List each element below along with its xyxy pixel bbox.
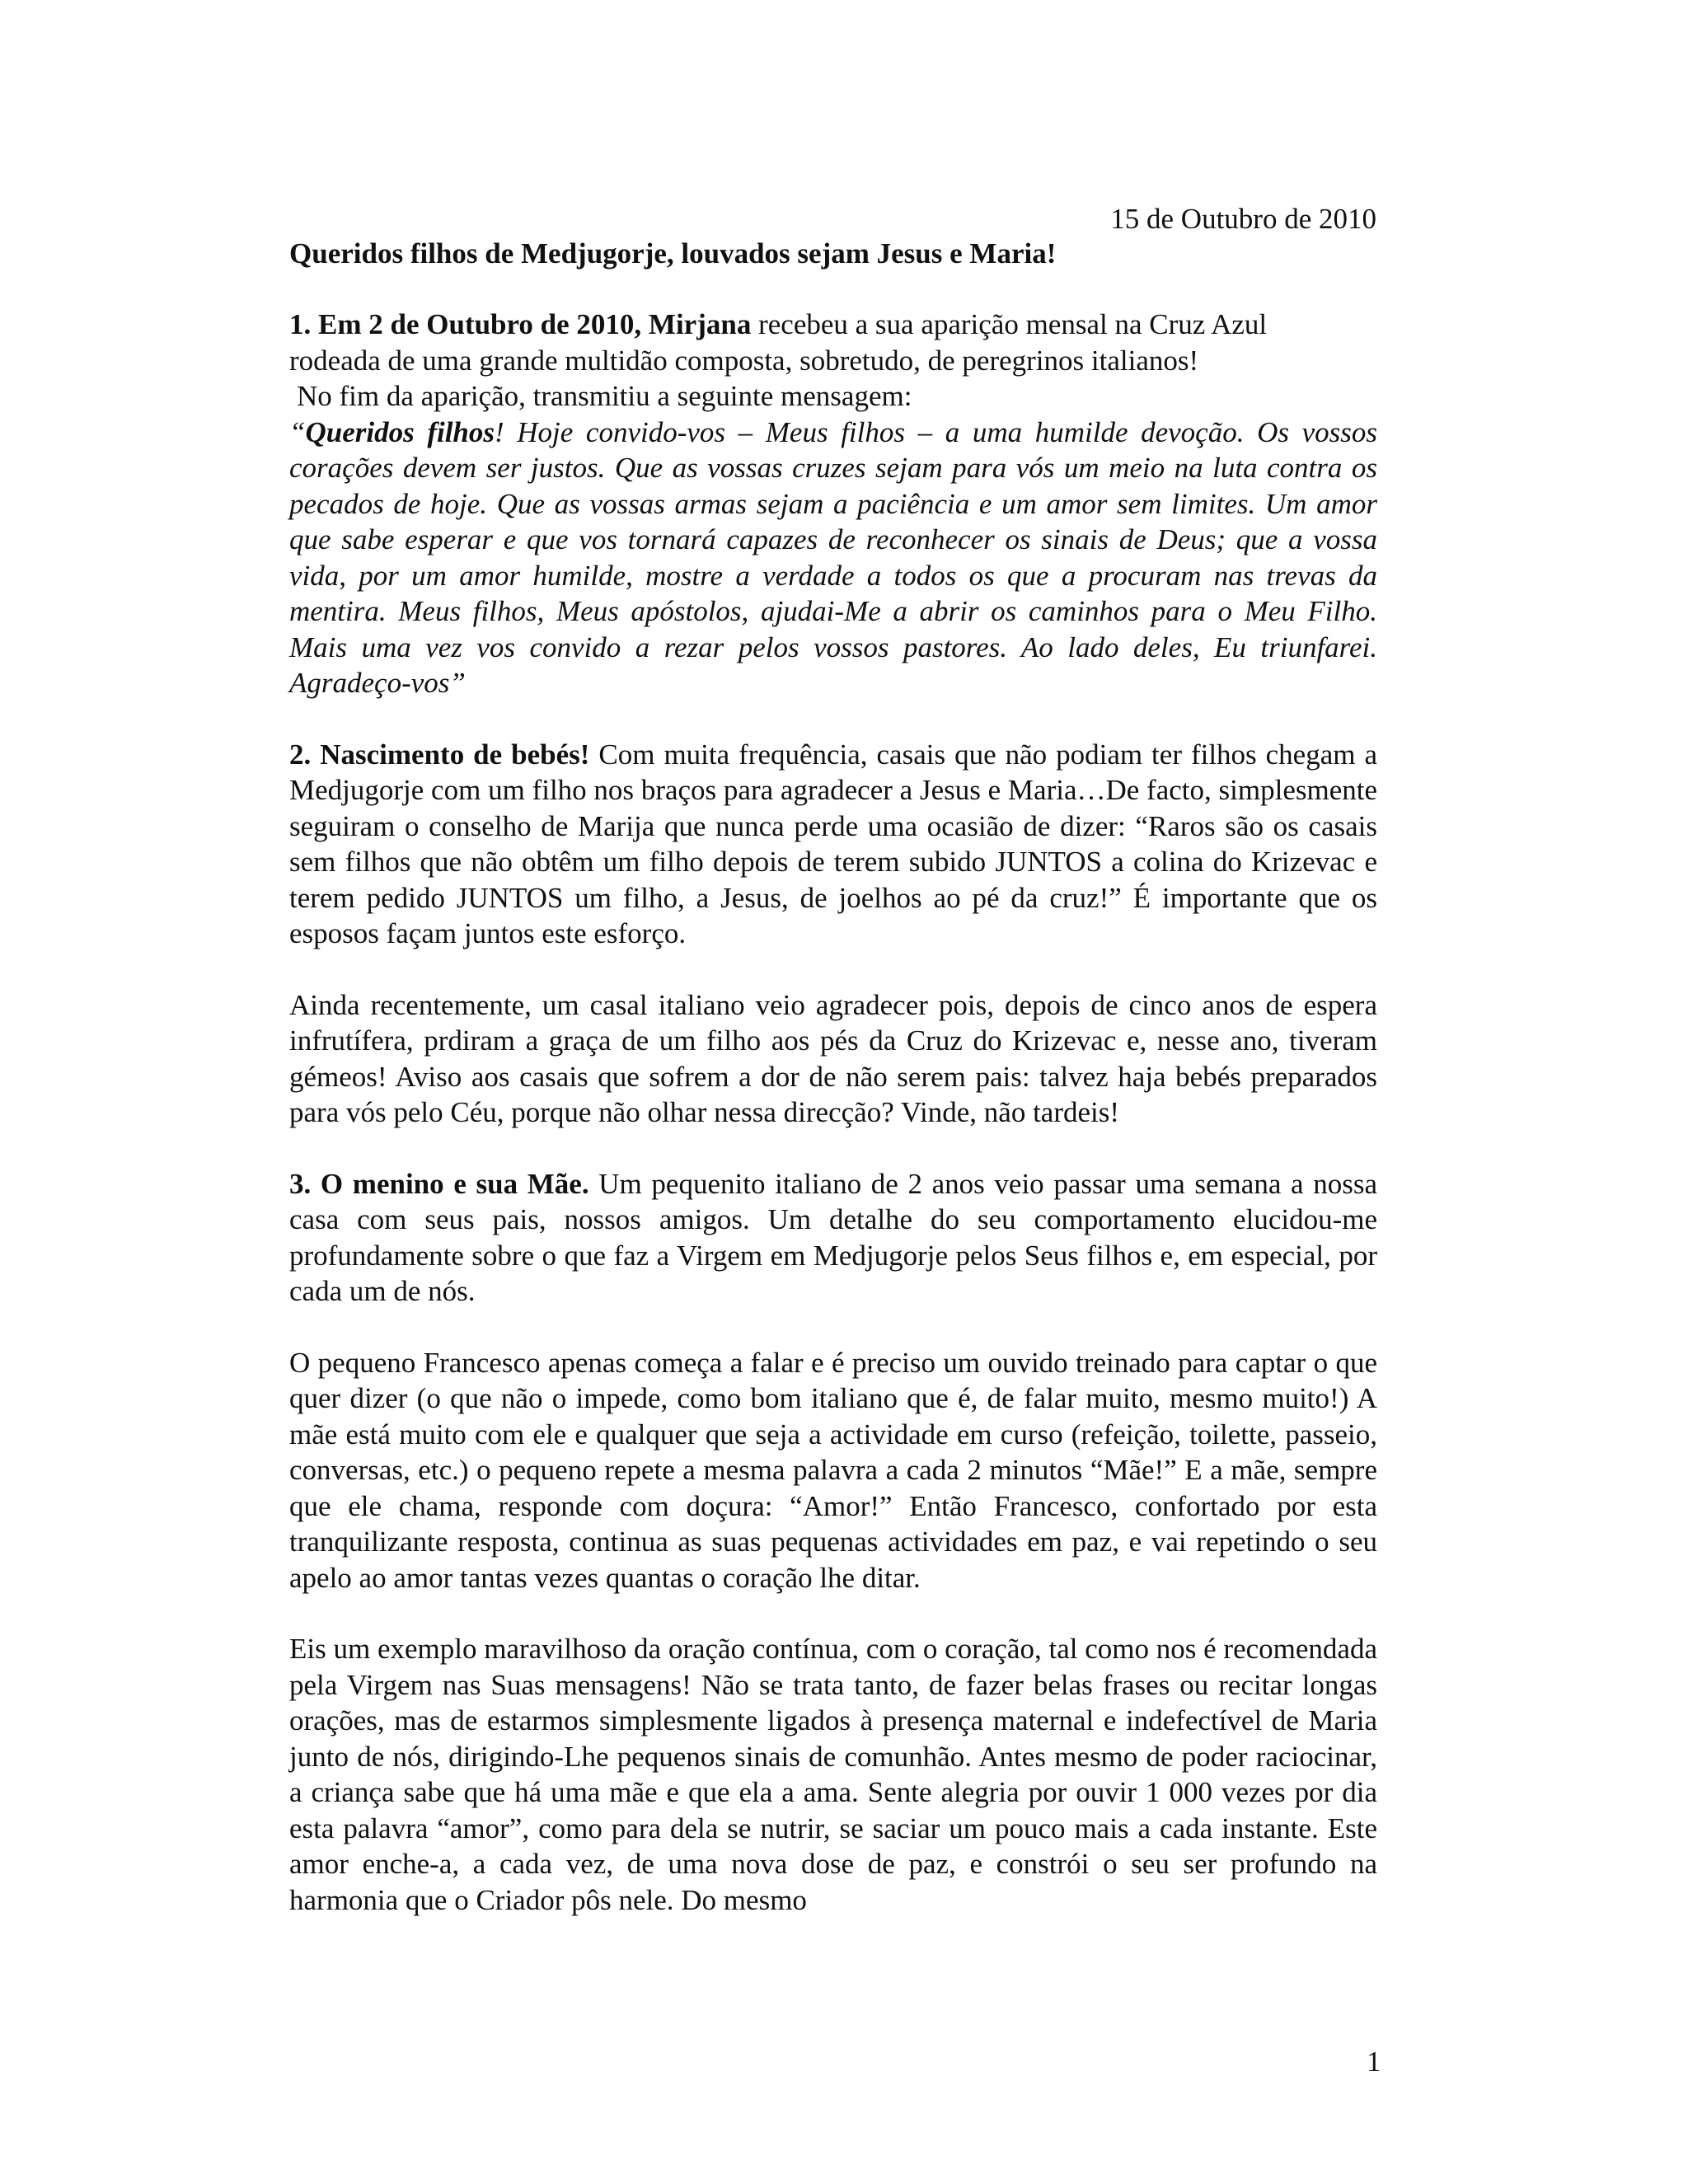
message-text: ! Hoje convido-vos – Meus filhos – a uma humilde devoção. Os vossos corações devem ser justos. Que as vossas cruzes sejam para vós um meio na luta contra os pecados de hoje. Que as vossas armas sejam a paciência e um amor sem limites. Um amor que sabe esperar e que vos tornará capazes de reconhecer os sinais de Deus; que a vossa vida, por um amor humilde, mostre a verdade a todos os que a procuram nas trevas da mentira. Meus filhos, Meus apóstolos, ajudai-Me a abrir os caminhos para o Meu Filho. Mais uma vez vos convido a rezar pelos vossos pastores. Ao lado deles, Eu triunfarei. Agradeço-vos” — [289, 415, 1377, 699]
section-2-title: 2. Nascimento de bebés! — [289, 738, 590, 771]
section-3-text: Um pequenito italiano de 2 anos veio passar uma semana a nossa casa com seus pais, nossos amigos. Um detalhe do seu comportamento elucidou-me profundamente sobre o que faz a Virgem em Medjugorje pelos Seus filhos e, em especial, por cada um de nós. — [289, 1167, 1377, 1307]
section-1-line-2: rodeada de uma grande multidão composta, sobretudo, de peregrinos italianos! — [289, 344, 1199, 377]
section-1 — [289, 307, 1377, 701]
section-1-line-1 — [289, 307, 1377, 343]
section-3-paragraph-2: O pequeno Francesco apenas começa a falar e é preciso um ouvido treinado para captar o que quer dizer (o que não o impede, como bom italiano que é, de falar muito, mesmo muito!) A mãe está muito com ele e qualquer que seja a actividade em curso (refeição, toilette, passeio, conversas, etc.) o pequeno repete a mesma palavra a cada 2 minutos “Mãe!” E a mãe, sempre que ele chama, responde com doçura: “Amor!” Então Francesco, confortado por esta tranquilizante resposta, continua as suas pequenas actividades em paz, e vai repetindo o seu apelo ao amor tantas vezes quantas o coração lhe ditar. — [289, 1346, 1377, 1594]
section-1-lead-rest: recebeu a sua aparição mensal na Cruz Azul — [751, 308, 1268, 340]
section-3 — [289, 1166, 1377, 1310]
message-salutation: Queridos filhos — [305, 415, 495, 448]
section-2 — [289, 737, 1377, 952]
section-3-paragraph-3: Eis um exemplo maravilhoso da oração contínua, com o coração, tal como nos é recomendada pela Virgem nas Suas mensagens! Não se trata tanto, de fazer belas frases ou recitar longas orações, mas de estarmos simplesmente ligados à presença maternal e indefectível de Maria junto de nós, dirigindo-Lhe pequenos sinais de comunhão. Antes mesmo de poder raciocinar, a criança sabe que há uma mãe e que ela a ama. Sente alegria por ouvir 1 000 vezes por dia esta palavra “amor”, como para dela se nutrir, se saciar um pouco mais a cada instante. Este amor enche-a, a cada vez, de uma nova dose de paz, e constrói o seu ser profundo na harmonia que o Criador pôs nele. Do mesmo — [289, 1633, 1377, 1916]
page-number: 1 — [1367, 2046, 1381, 2078]
letter-body — [289, 307, 1377, 1953]
letter-date: 15 de Outubro de 2010 — [1110, 203, 1376, 235]
section-2-text: Com muita frequência, casais que não podiam ter filhos chegam a Medjugorje com um filho nos braços para agradecer a Jesus e Maria…De facto, simplesmente seguiram o conselho de Marija que nunca perde uma ocasião de dizer: “Raros são os casais sem filhos que não obtêm um filho depois de terem subido JUNTOS a colina do Krizevac e terem pedido JUNTOS um filho, a Jesus, de joelhos ao pé da cruz!” É importante que os esposos façam juntos este esforço. — [289, 738, 1377, 949]
letter-greeting: Queridos filhos de Medjugorje, louvados sejam Jesus e Maria! — [289, 237, 1057, 269]
apparition-message — [289, 415, 1377, 701]
message-open-quote: “ — [289, 415, 306, 448]
section-1-lead: 1. Em 2 de Outubro de 2010, Mirjana — [289, 308, 752, 340]
section-1-line-3: No fim da aparição, transmitiu a seguinte mensagem: — [297, 380, 912, 412]
section-3-title: 3. O menino e sua Mãe. — [289, 1167, 589, 1200]
section-2-paragraph-2: Ainda recentemente, um casal italiano veio agradecer pois, depois de cinco anos de espera infrutífera, prdiram a graça de um filho aos pés da Cruz do Krizevac e, nesse ano, tiveram gémeos! Aviso aos casais que sofrem a dor de não serem pais: talvez haja bebés preparados para vós pelo Céu, porque não olhar nessa direcção? Vinde, não tardeis! — [289, 988, 1377, 1128]
